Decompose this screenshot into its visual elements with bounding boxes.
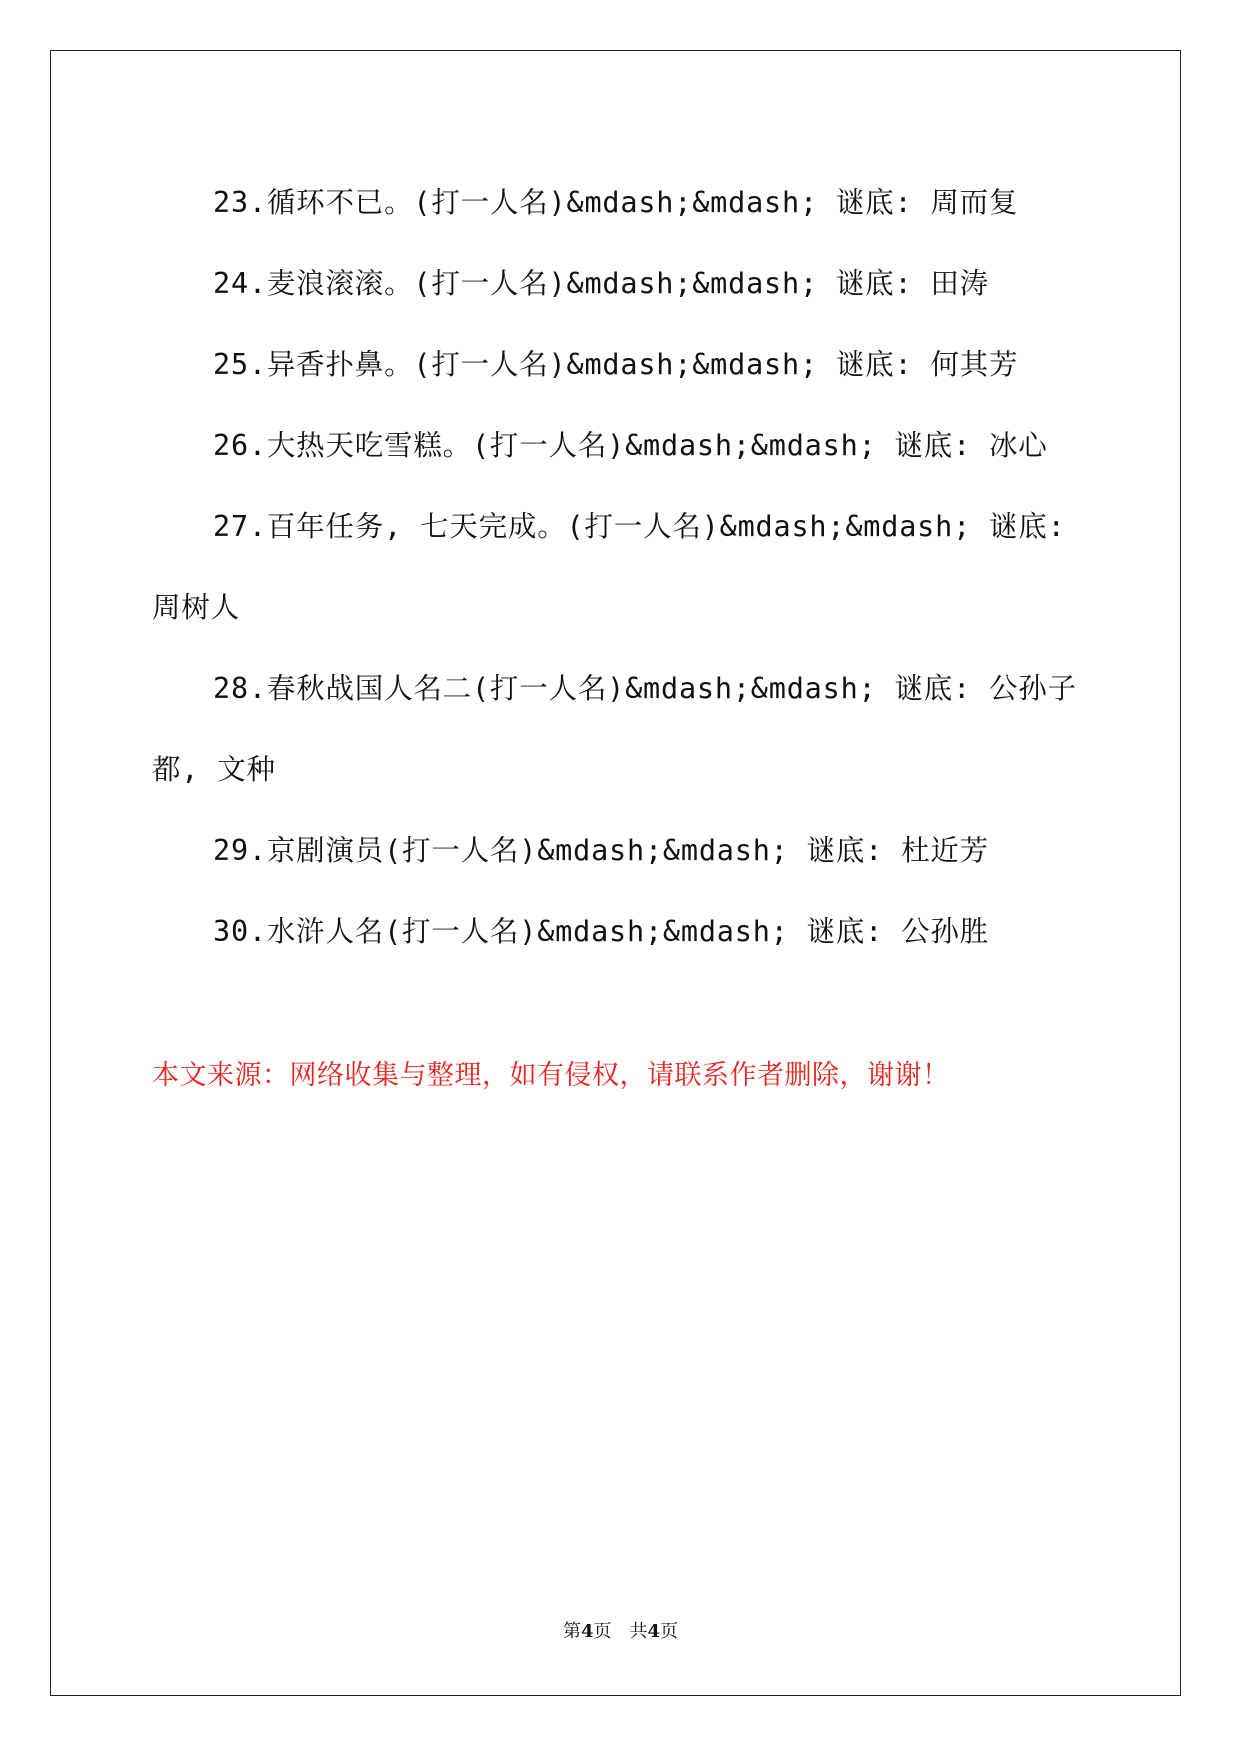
riddle-item-24: 24.麦浪滚滚。(打一人名)&mdash;&mdash; 谜底: 田涛 [213,267,989,300]
footer-total-prefix: 共 [629,1621,648,1642]
riddle-item-23: 23.循环不已。(打一人名)&mdash;&mdash; 谜底: 周而复 [213,186,1019,219]
riddle-item-30: 30.水浒人名(打一人名)&mdash;&mdash; 谜底: 公孙胜 [213,915,989,948]
riddle-item-26: 26.大热天吃雪糕。(打一人名)&mdash;&mdash; 谜底: 冰心 [213,429,1048,462]
riddle-item-28: 28.春秋战国人名二(打一人名)&mdash;&mdash; 谜底: 公孙子都, 文种 [152,672,1077,786]
footer-total-unit: 页 [660,1621,679,1642]
source-disclaimer: 本文来源：网络收集与整理，如有侵权，请联系作者删除，谢谢！ [152,1060,950,1091]
current-page-number: 4 [580,1621,594,1642]
total-page-number: 4 [647,1621,661,1642]
riddle-item-29: 29.京剧演员(打一人名)&mdash;&mdash; 谜底: 杜近芳 [213,834,989,867]
riddle-item-25: 25.异香扑鼻。(打一人名)&mdash;&mdash; 谜底: 何其芳 [213,348,1019,381]
riddle-item-27: 27.百年任务, 七天完成。(打一人名)&mdash;&mdash; 谜底: 周树人 [152,510,1066,624]
footer-prefix: 第 [562,1621,581,1642]
riddle-list [152,162,1090,972]
page-footer [0,1620,1241,1644]
footer-page-unit: 页 [593,1621,612,1642]
